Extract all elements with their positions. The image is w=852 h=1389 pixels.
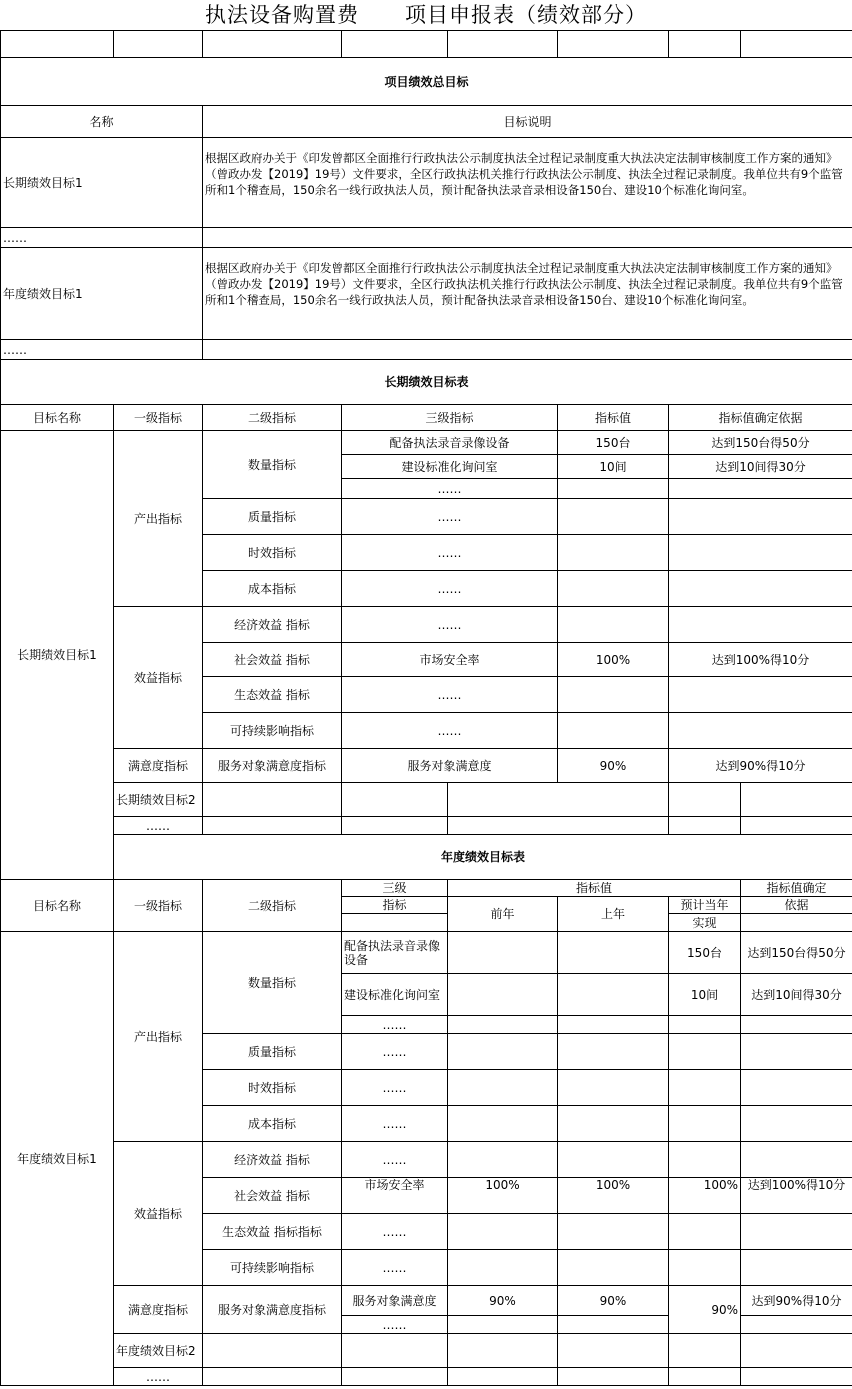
goal-name: …… [1, 340, 203, 360]
level2-indicator: 成本指标 [203, 571, 342, 607]
level2-indicator: 可持续影响指标 [203, 713, 342, 749]
column-header: 三级指标 [342, 405, 558, 431]
level2-indicator: 社会效益 指标 [203, 1178, 342, 1214]
level3-indicator: 建设标准化询问室 [342, 974, 448, 1016]
level2-indicator: 时效指标 [203, 535, 342, 571]
blank-row [1, 31, 852, 58]
indicator-basis: 达到10间得30分 [741, 974, 852, 1016]
level2-indicator: 服务对象满意度指标 [203, 1286, 342, 1334]
goal-row [1, 248, 852, 340]
level3-indicator: 服务对象满意度 [342, 749, 558, 783]
indicator-basis: 达到100%得10分 [741, 1178, 852, 1214]
goal-description: 根据区政府办关于《印发曾都区全面推行行政执法公示制度执法全过程记录制度重大执法决定法制审核制度工作方案的通知》（曾政办发【2019】19号）文件要求，全区行政执法机关推行行政执法公示制度、执法全过程记录制度。我单位共有9个监管所和1个稽查局，150余名一线行政执法人员，预计配备执法录音录相设备150台、建设10个标准化询问室。 [203, 138, 852, 228]
section-heading: 年度绩效目标表 [114, 835, 852, 880]
goal-name: 年度绩效目标1 [1, 932, 114, 1386]
ellipsis-cell: …… [342, 479, 558, 499]
project-declaration-table [0, 30, 852, 1386]
goal-description: 根据区政府办关于《印发曾都区全面推行行政执法公示制度执法全过程记录制度重大执法决定法制审核制度工作方案的通知》（曾政办发【2019】19号）文件要求，全区行政执法机关推行行政执法公示制度、执法全过程记录制度。我单位共有9个监管所和1个稽查局，150余名一线行政执法人员，预计配备执法录音录相设备150台、建设10个标准化询问室。 [203, 248, 852, 340]
level2-indicator: 社会效益 指标 [203, 643, 342, 677]
indicator-basis: 达到10间得30分 [669, 455, 852, 479]
column-header: 名称 [1, 106, 203, 138]
ellipsis-cell: …… [342, 713, 558, 749]
indicator-row [1, 749, 852, 783]
section-heading: 项目绩效总目标 [1, 58, 852, 106]
level2-indicator: 数量指标 [203, 431, 342, 499]
level3-indicator: 服务对象满意度 [342, 1286, 448, 1316]
column-header: 二级指标 [203, 405, 342, 431]
indicator-row [1, 607, 852, 643]
indicator-row [1, 1286, 852, 1316]
sec1-header-row [1, 106, 852, 138]
ellipsis-cell: …… [342, 1142, 448, 1178]
ellipsis-cell: …… [342, 1016, 448, 1034]
ellipsis-cell: …… [342, 1214, 448, 1250]
goal-name: 长期绩效目标1 [1, 431, 114, 880]
indicator-row [1, 431, 852, 455]
level1-indicator: 满意度指标 [114, 749, 203, 783]
indicator-value: 100% [558, 643, 669, 677]
level2-indicator: 生态效益 指标指标 [203, 1214, 342, 1250]
section-heading: 长期绩效目标表 [1, 360, 852, 405]
column-header: 二级指标 [203, 880, 342, 932]
indicator-basis: 达到90%得10分 [741, 1286, 852, 1316]
current-value: 150台 [669, 932, 741, 974]
ellipsis-cell: …… [342, 571, 558, 607]
level2-indicator: 时效指标 [203, 1070, 342, 1106]
indicator-basis: 达到150台得50分 [669, 431, 852, 455]
level2-indicator: 可持续影响指标 [203, 1250, 342, 1286]
goal-row [1, 783, 852, 817]
level3-indicator: 市场安全率 [342, 643, 558, 677]
goal-row [1, 138, 852, 228]
level2-indicator: 质量指标 [203, 1034, 342, 1070]
column-header: 指标值 [448, 880, 741, 897]
ellipsis-cell: …… [342, 1316, 448, 1334]
ellipsis-cell: …… [342, 1070, 448, 1106]
ellipsis-cell: …… [342, 677, 558, 713]
level1-indicator: 效益指标 [114, 1142, 203, 1286]
level1-indicator: 满意度指标 [114, 1286, 203, 1334]
prev-value: 90% [448, 1286, 558, 1316]
current-value: 90% [669, 1286, 741, 1334]
sec1-heading-row [1, 58, 852, 106]
goal-row [1, 340, 852, 360]
indicator-basis: 达到100%得10分 [669, 643, 852, 677]
prev-value: 100% [448, 1178, 558, 1214]
column-header: 指标 [342, 897, 448, 914]
column-header: 依据 [741, 897, 852, 914]
column-header: 目标名称 [1, 405, 114, 431]
column-header: 实现 [669, 914, 741, 932]
level3-indicator: 配备执法录音录像设备 [342, 431, 558, 455]
level2-indicator: 经济效益 指标 [203, 607, 342, 643]
goal-description [203, 340, 852, 360]
level1-indicator: 产出指标 [114, 431, 203, 607]
goal-name: 年度绩效目标2 [114, 1334, 203, 1368]
column-header: 预计当年 [669, 897, 741, 914]
sec2-heading-row [1, 360, 852, 405]
level2-indicator: 生态效益 指标 [203, 677, 342, 713]
level1-indicator: 产出指标 [114, 932, 203, 1142]
goal-name: 年度绩效目标1 [1, 248, 203, 340]
page-title: 执法设备购置费 项目申报表（绩效部分） [204, 3, 648, 27]
level1-indicator: 效益指标 [114, 607, 203, 749]
level3-indicator: 市场安全率 [342, 1178, 448, 1214]
goal-row [1, 817, 852, 835]
level3-indicator: 配备执法录音录像设备 [342, 932, 448, 974]
ellipsis-cell: …… [342, 1034, 448, 1070]
column-header: 上年 [558, 897, 669, 932]
goal-row [1, 1368, 852, 1386]
sec2-header-row [1, 405, 852, 431]
ellipsis-cell: …… [342, 1106, 448, 1142]
column-header: 前年 [448, 897, 558, 932]
last-value: 100% [558, 1178, 669, 1214]
goal-name: 长期绩效目标1 [1, 138, 203, 228]
level2-indicator: 成本指标 [203, 1106, 342, 1142]
goal-row [1, 1334, 852, 1368]
indicator-value: 90% [558, 749, 669, 783]
column-header: 一级指标 [114, 405, 203, 431]
goal-name: 长期绩效目标2 [114, 783, 203, 817]
sec3-header-row [1, 880, 852, 897]
indicator-value: 150台 [558, 431, 669, 455]
indicator-basis: 达到90%得10分 [669, 749, 852, 783]
level2-indicator: 质量指标 [203, 499, 342, 535]
last-value: 90% [558, 1286, 669, 1316]
column-header: 一级指标 [114, 880, 203, 932]
ellipsis-cell: …… [342, 499, 558, 535]
column-header: 指标值确定 [741, 880, 852, 897]
ellipsis-cell: …… [342, 1250, 448, 1286]
ellipsis-cell: …… [342, 607, 558, 643]
column-header: 目标说明 [203, 106, 852, 138]
current-value: 100% [669, 1178, 741, 1214]
indicator-value: 10间 [558, 455, 669, 479]
indicator-row [1, 1142, 852, 1178]
current-value: 10间 [669, 974, 741, 1016]
level3-indicator: 建设标准化询问室 [342, 455, 558, 479]
indicator-row [1, 932, 852, 974]
goal-name: …… [1, 228, 203, 248]
column-header: 目标名称 [1, 880, 114, 932]
ellipsis-cell: …… [342, 535, 558, 571]
sec3-heading-row [1, 835, 852, 880]
goal-row [1, 228, 852, 248]
level2-indicator: 数量指标 [203, 932, 342, 1034]
column-header: 指标值 [558, 405, 669, 431]
ellipsis-cell: …… [114, 1368, 203, 1386]
ellipsis-cell: …… [114, 817, 203, 835]
level2-indicator: 服务对象满意度指标 [203, 749, 342, 783]
column-header: 指标值确定依据 [669, 405, 852, 431]
indicator-basis: 达到150台得50分 [741, 932, 852, 974]
column-header: 三级 [342, 880, 448, 897]
goal-description [203, 228, 852, 248]
level2-indicator: 经济效益 指标 [203, 1142, 342, 1178]
